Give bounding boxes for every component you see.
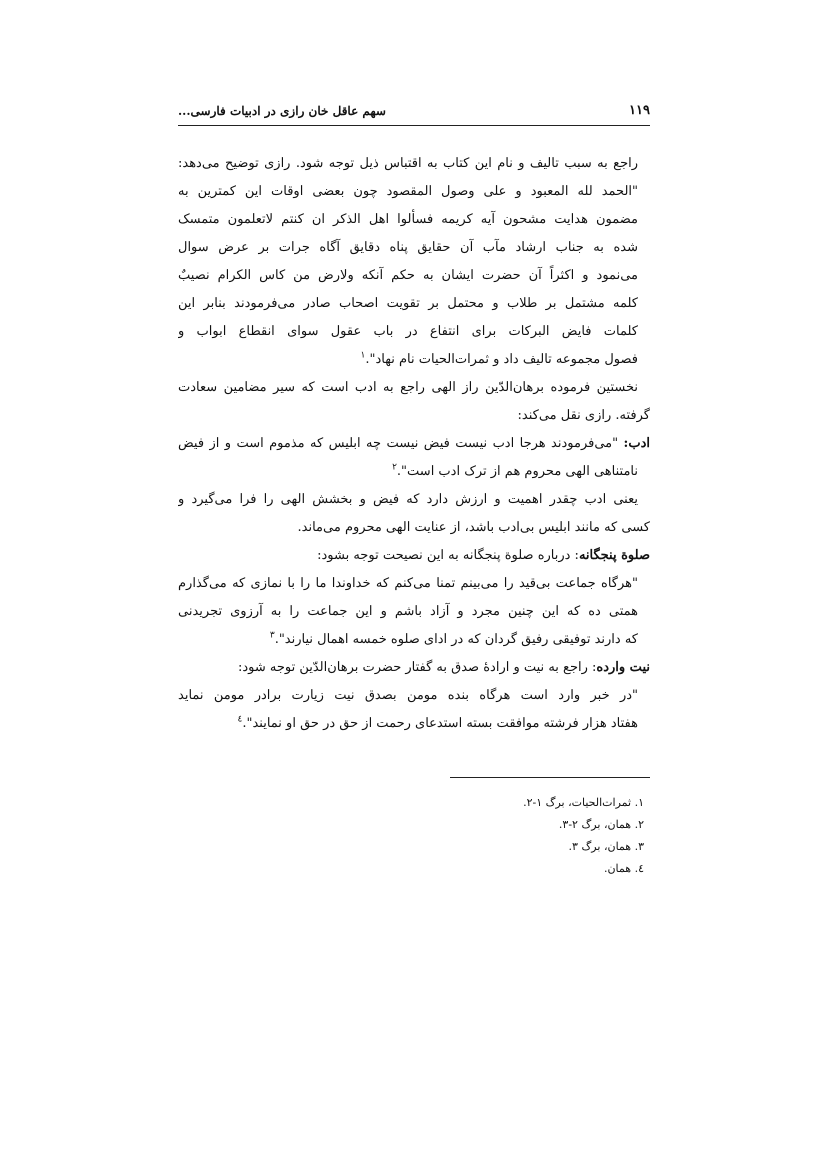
quote-line: "در خبر وارد است هرگاه بنده مومن بصدق نیت زیارت برادر مومن نماید [178,688,638,703]
text-line: نیت وارده: راجع به نیت و ارادۀ صدق به گفتار حضرت برهان‌الدّین توجه شود: [237,660,650,675]
page-number: ۱۱۹ [629,103,650,118]
footnotes [300,792,650,880]
quote-line: همتی ده که این چنین مجرد و آزاد باشم و این جماعت را به آرزوی تجریدنی [178,604,638,619]
quote-line: کلمات فایض البرکات برای انتفاع در باب عقول سوای انقطاع ابواب و [178,324,638,339]
quote-line: فصول مجموعه تالیف داد و ثمرات‌الحیات نام نهاد".$^۱$ [360,350,638,367]
term-heading: ادب: [623,436,650,451]
text-line: ادب: "می‌فرمودند هرجا ادب نیست فیض نیست چه ابلیس که مذموم است و از فیض [178,436,650,451]
text-line: یعنی ادب چقدر اهمیت و ارزش دارد که فیض و بخشش الهی را فرا می‌گیرد و [178,492,638,507]
text-line: نخستین فرموده برهان‌الدّین راز الهی راجع به ادب است که سیر مضامین سعادت [178,380,638,395]
text-line: نامتناهی الهی محروم هم از ترک ادب است".$^۲$ [392,462,638,479]
quote-line: می‌نمود و اکثراً آن حضرت ایشان به حکم آنکه ولارض من کاس الکرام نصیبٌ [178,268,638,283]
text-line: راجع به سبب تالیف و نام این کتاب به اقتباس ذیل توجه شود. رازی توضیح می‌دهد: [178,156,638,171]
quote-line: "الحمد لله المعبود و علی وصول المقصود چون بعضی اوقات این کمترین به [178,184,638,199]
footnote-ref: ۲ [392,462,397,473]
quote-line: کلمه مشتمل بر طلاب و محتمل بر تقویت اصحاب صادر می‌فرمودند بنابر این [178,296,638,311]
footnote: ٤. همان. [603,862,644,875]
footnote-ref: ٤ [237,714,243,725]
page-header [178,101,650,126]
footnote: ۱. ثمرات‌الحیات، برگ ۱-۲. [523,796,644,809]
footnote-separator [450,777,650,778]
quote-line: "هرگاه جماعت بی‌قید را می‌بینم تمنا می‌کنم که خداوندا ما را با نمازی که می‌گذارم [178,576,638,591]
text-line: کسی که مانند ابلیس بی‌ادب باشد، از عنایت الهی محروم می‌ماند. [297,520,650,535]
term-heading: نیت وارده [596,660,650,675]
quote-line: مضمون هدایت مشحون آیه کریمه فسألوا اهل الذکر ان کنتم لاتعلمون متمسک [178,212,638,227]
footnote: ۳. همان، برگ ۳. [568,840,644,853]
running-title: سهم عاقل خان رازی در ادبیات فارسی... [178,104,386,118]
text-line: گرفته. رازی نقل می‌کند: [517,408,650,423]
footnote-ref: ۳ [269,630,275,641]
quote-line: هفتاد هزار فرشته موافقت بسته استدعای رحمت از حق در حق او نمایند".$^٤$ [237,714,638,731]
footnote: ۲. همان، برگ ۲-۳. [558,818,644,831]
quote-line: که دارند توفیقی رفیق گردان که در ادای صلوه خمسه اهمال نیارند".$^۳$ [269,630,638,647]
main-text [178,150,650,738]
term-heading: صلوة پنجگانه [578,548,650,563]
quote-line: شده به جناب ارشاد مآب آن حقایق پناه دقایق آگاه جرات بر عرض سوال [178,240,638,255]
footnote-ref: ۱ [360,350,366,361]
text-line: صلوة پنجگانه: درباره صلوة پنجگانه به این نصیحت توجه بشود: [317,548,650,563]
